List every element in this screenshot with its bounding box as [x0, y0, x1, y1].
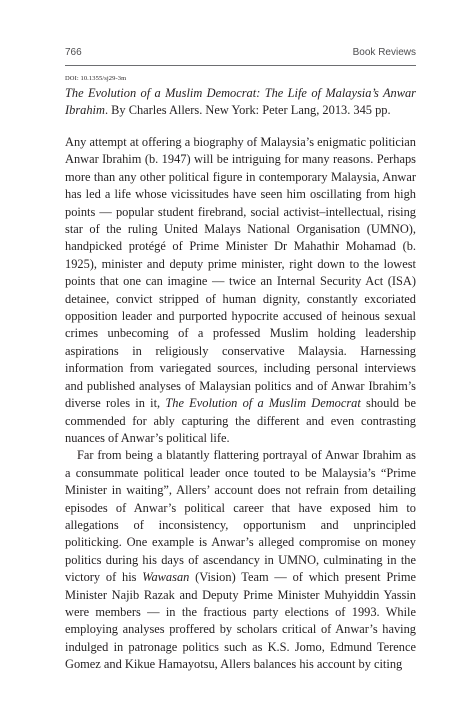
citation-details: . By Charles Allers. New York: Peter Lang, 2013. 345 pp.	[104, 103, 391, 117]
italic-book-title: The Evolution of a Muslim Democrat	[165, 396, 361, 411]
paragraph-text: Any attempt at offering a biography of Malaysia’s enigmatic politician Anwar Ibrahim (b. 1947) will be intriguing for many reasons. Perhaps more than any other political figure in contemporary Malaysia, Anwar has led a life whose vicissitudes have seen him oscillating from high points — popular student firebrand, social activist–intellectual, rising star of the ruling United Malays National Organisation (UMNO), handpicked protégé of Prime Minister Dr Mahathir Mohamad (b. 1925), minister and deputy prime minister, right down to the lowest points that one can imagine — twice an Internal Security Act (ISA) detainee, convict stripped of human dignity, constantly excoriated opposition leader and purported hypocrite accused of heinous sexual crimes unbecoming of a professed Muslim holding leadership aspirations in religiously conservative Malaysia. Harnessing information from variegated sources, including personal interviews and published analyses of Malaysian politics and of Anwar Ibrahim’s diverse roles in it,	[65, 135, 416, 411]
header-rule	[65, 65, 416, 66]
book-review-page	[65, 0, 416, 711]
paragraph-text: should be commended for ably capturing the different and even contrasting nuances of Anwar’s political life.	[65, 396, 416, 445]
doi: DOI: 10.1355/sj29-3m	[65, 75, 127, 82]
book-citation	[65, 85, 416, 119]
running-head	[65, 47, 416, 63]
paragraph-text: (Vision) Team — of which present Prime Minister Najib Razak and Deputy Prime Minister Muhyiddin Yassin were members — in the fractious party elections of 1993. While employing analyses proffered by scholars critical of Anwar’s having indulged in patronage politics such as K.S. Jomo, Edmund Terence Gomez and Kikue Hamayotsu, Allers balances his account by citing	[65, 570, 416, 672]
page-number: 766	[65, 47, 82, 58]
paragraph-text: Far from being a blatantly flattering portrayal of Anwar Ibrahim as a consummate political leader once touted to be Malaysia’s “Prime Minister in waiting”, Allers’ account does not refrain from detailing episodes of Anwar’s political career that have exposed him to allegations of inconsistency, opportunism and unprincipled politicking. One example is Anwar’s alleged compromise on money politics during his days of ascendancy in UMNO, culminating in the victory of his	[65, 448, 416, 585]
paragraph	[65, 447, 416, 673]
italic-term: Wawasan	[142, 570, 190, 585]
paragraph	[65, 134, 416, 447]
book-title: The Evolution of a Muslim Democrat: The Life of Malaysia’s Anwar Ibrahim	[65, 86, 416, 117]
review-body	[65, 134, 416, 674]
section-title: Book Reviews	[352, 47, 416, 58]
